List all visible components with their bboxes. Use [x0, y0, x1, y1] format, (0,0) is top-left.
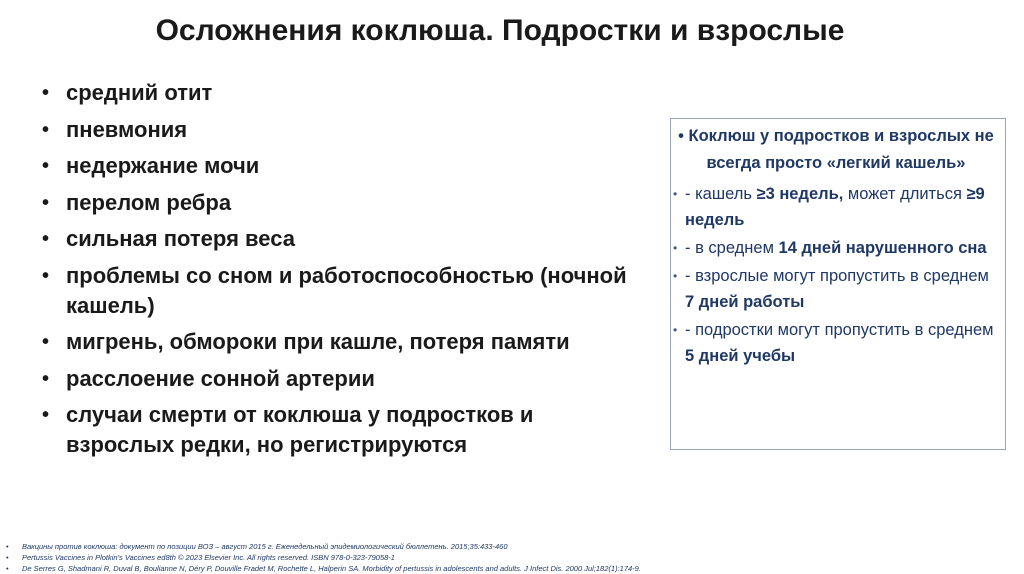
- info-box-item: • - подростки могут пропустить в среднем 5 дней учебы: [677, 317, 995, 369]
- reference-item: • De Serres G, Shadmani R, Duval B, Boulianne N, Déry P, Douville Fradet M, Rochette L, Halperin SA. Morbidity of pertussis in adolescents and adults. J Infect Dis. 2000 Jul;182(1):174-9.: [6, 564, 641, 573]
- list-item: • перелом ребра: [40, 188, 640, 218]
- bullet-dot: •: [6, 542, 9, 551]
- list-item: • случаи смерти от коклюша у подростков и взрослых редки, но регистрируются: [42, 402, 534, 457]
- slide-title: Осложнения коклюша. Подростки и взрослые: [155, 14, 845, 47]
- bullet-dot: •: [42, 82, 50, 104]
- bullet-dot: •: [42, 331, 50, 353]
- list-item: • сильная потеря веса: [40, 224, 640, 254]
- bullet-dot: •: [673, 323, 678, 337]
- bullet-dot: •: [42, 367, 50, 390]
- info-box: [670, 118, 1006, 450]
- complications-list: [40, 78, 640, 467]
- list-item: • мигрень, обмороки при кашле, потеря памяти: [40, 327, 640, 357]
- bullet-dot: •: [673, 187, 678, 201]
- bullet-dot: •: [6, 553, 9, 562]
- reference-item: • Вакцины против коклюша: документ по позиции ВОЗ – август 2015 г. Еженедельный эпидемиологический бюллетень. 2015;35:433-460: [6, 542, 508, 551]
- bullet-dot: •: [42, 118, 50, 141]
- reference-item: • Pertussis Vaccines in Plotkin's Vaccines ed8th © 2023 Elsevier Inc. All rights reserved. ISBN 978-0-323-79058-1: [6, 553, 395, 562]
- references-list: [0, 541, 1024, 574]
- bullet-dot: •: [42, 264, 50, 287]
- bullet-dot: •: [673, 241, 678, 255]
- bullet-dot: •: [673, 269, 678, 283]
- bullet-dot: •: [42, 228, 50, 250]
- list-item: • недержание мочи: [40, 151, 640, 181]
- list-item: • расслоение сонной артерии: [40, 364, 640, 394]
- bullet-dot: •: [42, 191, 50, 214]
- list-item: • проблемы со сном и работоспособностью (ночной кашель): [42, 262, 627, 318]
- info-box-item: • - взрослые могут пропустить в среднем 7 дней работы: [677, 263, 995, 315]
- list-item: • средний отит: [40, 78, 640, 108]
- list-item: • пневмония: [40, 115, 640, 145]
- bullet-dot: •: [42, 404, 50, 426]
- info-box-item: • - в среднем 14 дней нарушенного сна: [677, 235, 995, 261]
- bullet-dot: •: [6, 564, 9, 573]
- info-box-heading: • Коклюш у подростков и взрослых не всегда просто «легкий кашель»: [678, 127, 994, 172]
- info-box-item: • - кашель ≥3 недель, может длиться ≥9 недель: [677, 181, 995, 233]
- bullet-dot: •: [42, 155, 50, 177]
